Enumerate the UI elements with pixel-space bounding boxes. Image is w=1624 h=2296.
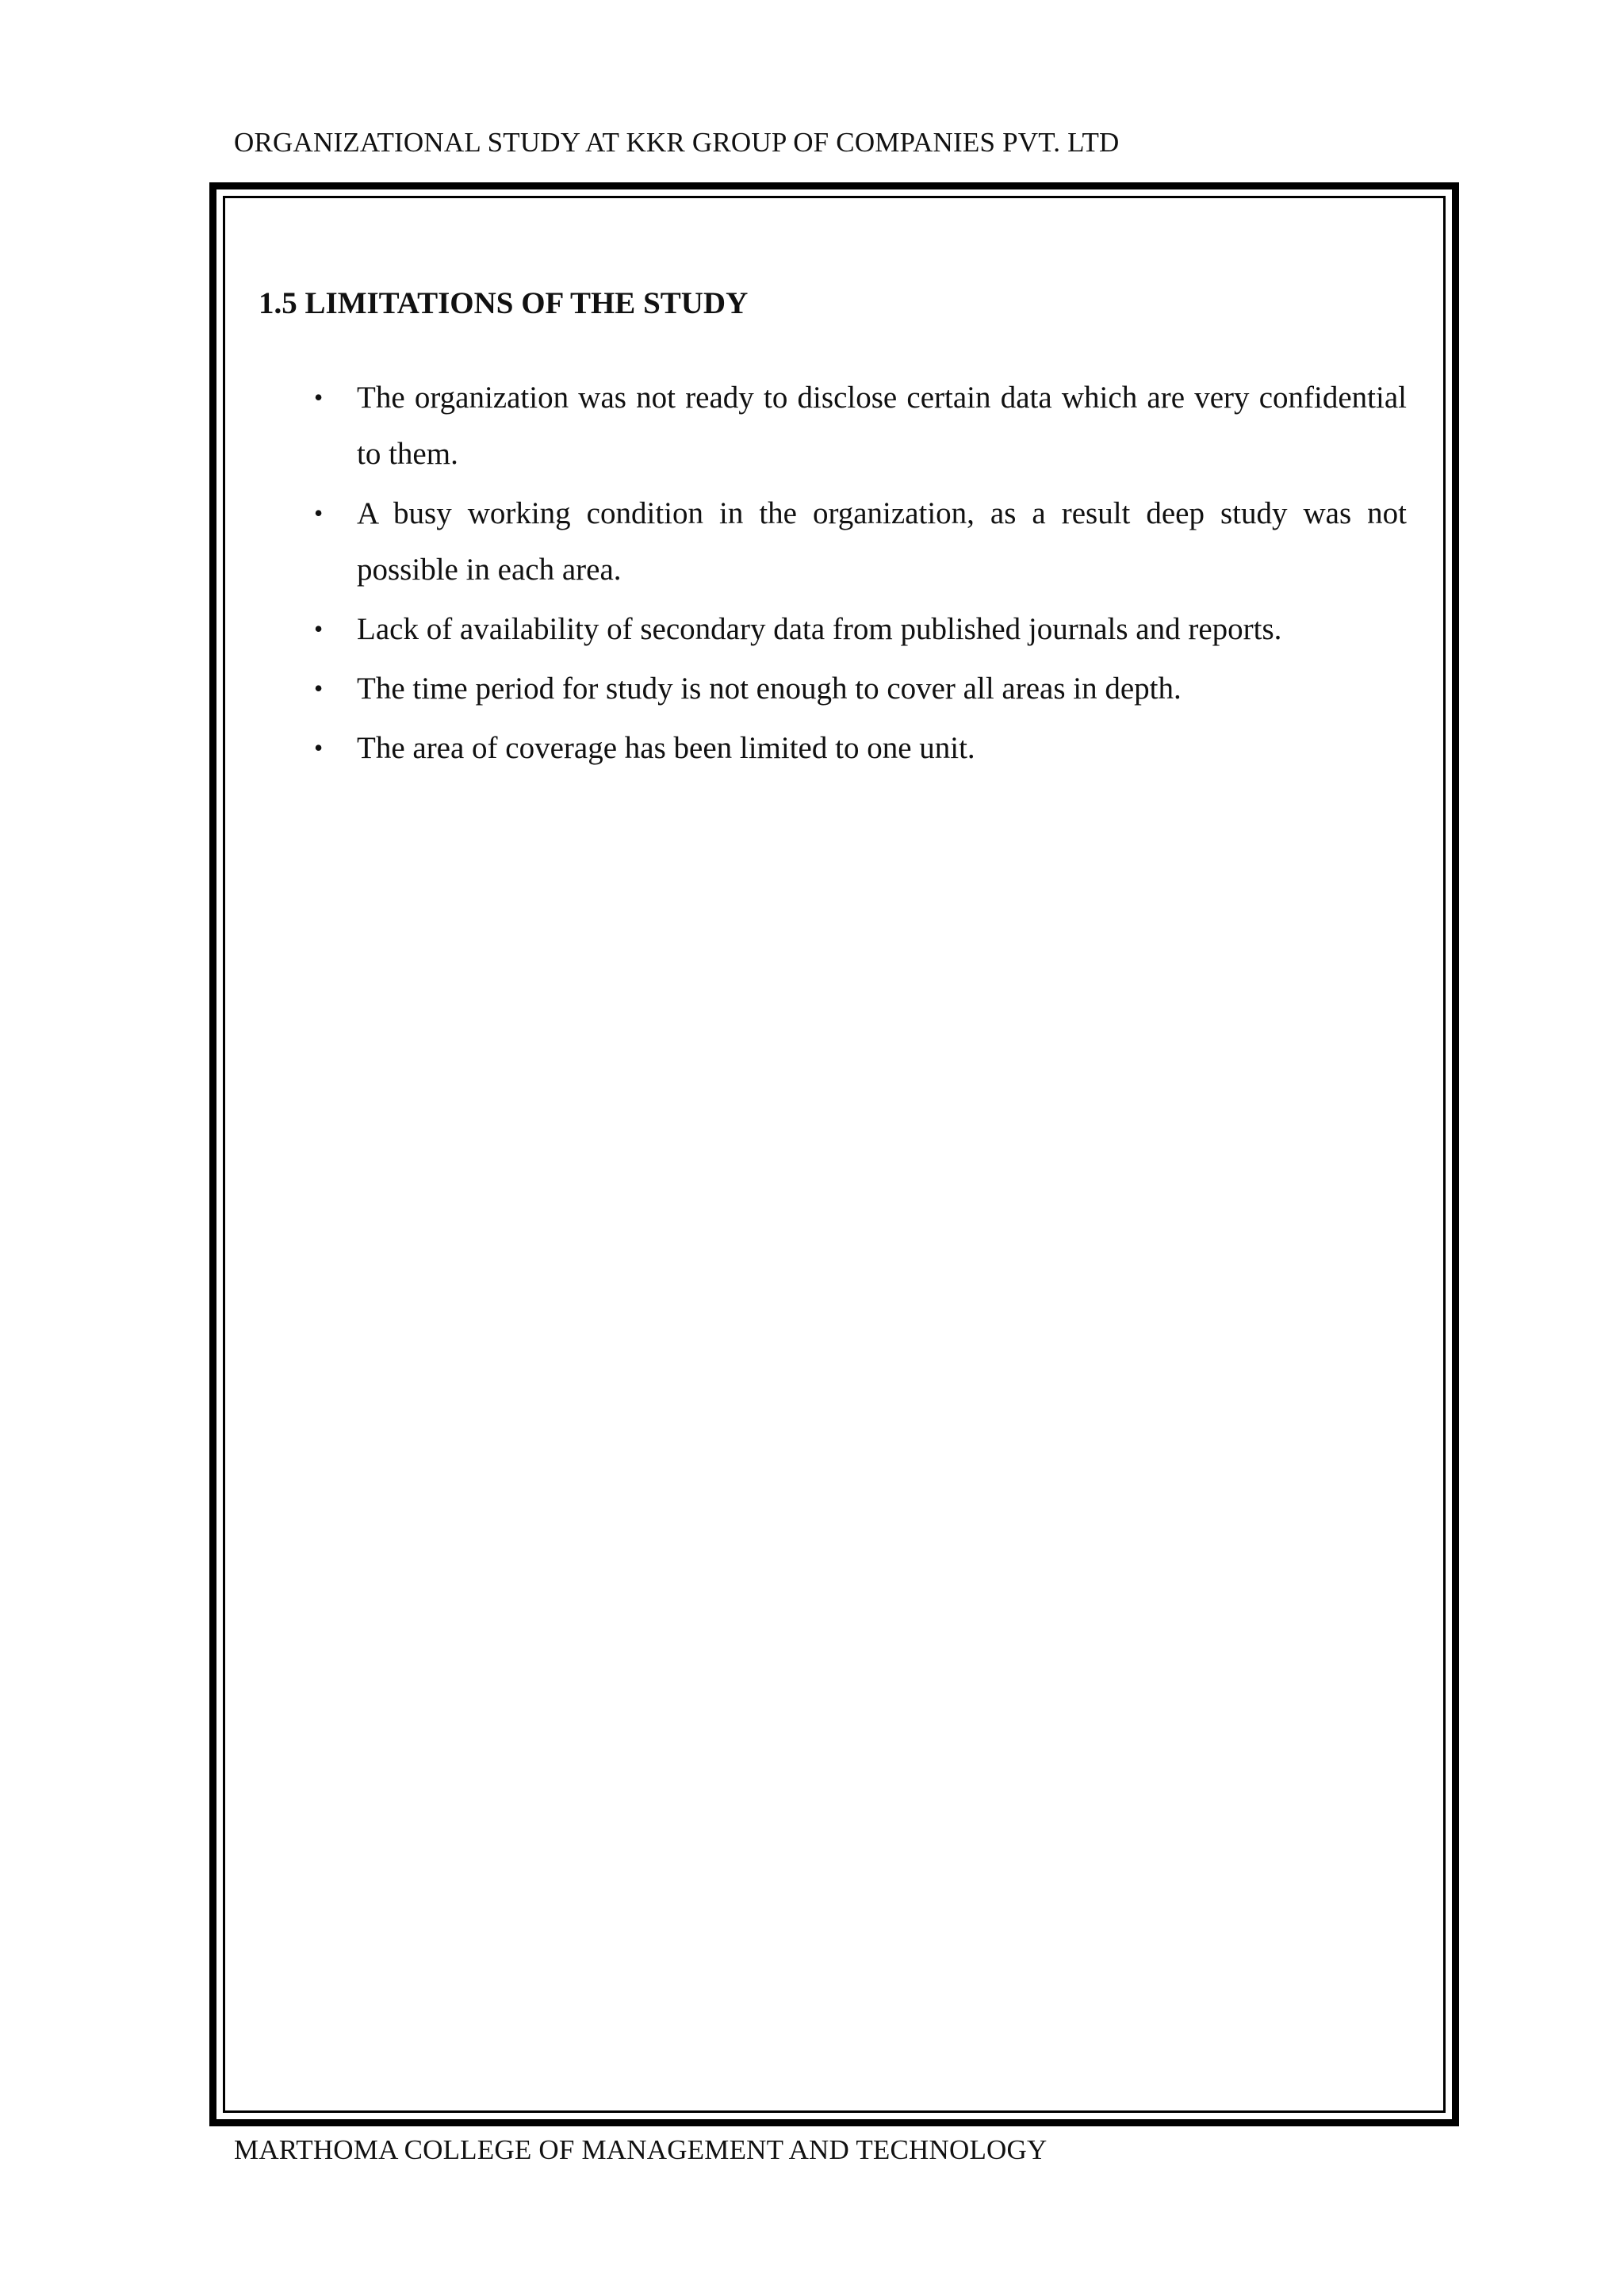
list-item-text: The organization was not ready to disclose certain data which are very confidential to them. <box>357 381 1407 471</box>
page-header: ORGANIZATIONAL STUDY AT KKR GROUP OF COMPANIES PVT. LTD <box>234 127 1120 158</box>
bullet-icon: • <box>314 674 324 702</box>
page-footer: MARTHOMA COLLEGE OF MANAGEMENT AND TECHNOLOGY <box>234 2134 1048 2165</box>
list-item <box>314 369 1407 482</box>
bullet-icon: • <box>314 733 324 762</box>
list-item-text: The time period for study is not enough to cover all areas in depth. <box>357 672 1182 706</box>
list-item <box>314 601 1407 657</box>
list-item-text: Lack of availability of secondary data from published journals and reports. <box>357 612 1282 646</box>
bullet-icon: • <box>314 614 324 643</box>
limitations-list <box>314 369 1407 779</box>
list-item <box>314 485 1407 598</box>
bullet-icon: • <box>314 383 324 411</box>
list-item <box>314 720 1407 776</box>
section-heading: 1.5 LIMITATIONS OF THE STUDY <box>259 286 749 320</box>
list-item <box>314 660 1407 717</box>
bullet-icon: • <box>314 499 324 527</box>
list-item-text: A busy working condition in the organization, as a result deep study was not possible in each area. <box>357 496 1407 587</box>
list-item-text: The area of coverage has been limited to one unit. <box>357 731 975 765</box>
